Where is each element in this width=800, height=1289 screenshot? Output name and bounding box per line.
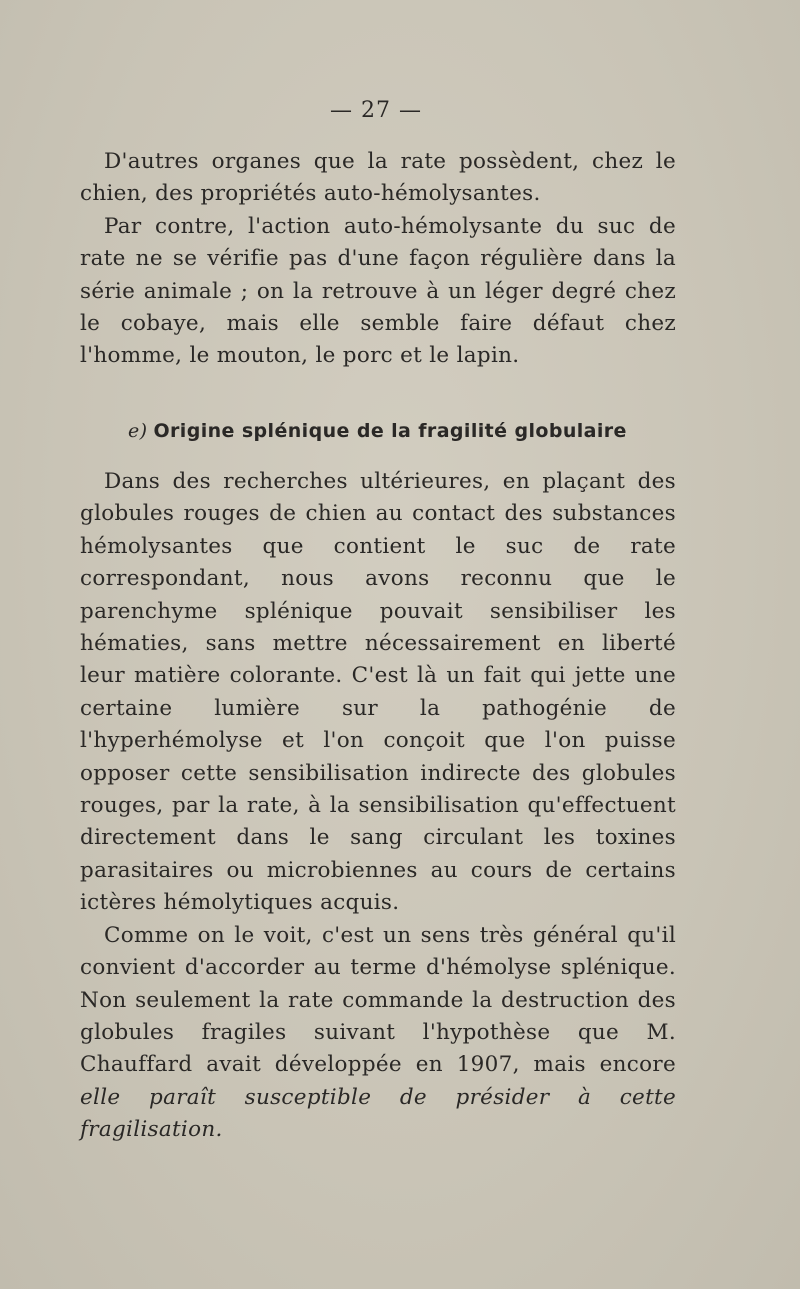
- paragraph: D'autres organes que la rate possèdent, chez le chien, des propriétés auto-hémolysantes.: [80, 149, 676, 207]
- text-block-top: [80, 146, 676, 373]
- paragraph: [80, 920, 676, 1147]
- italic-text: elle paraît susceptible de présider à cette fragilisation.: [80, 1084, 676, 1143]
- section-title: Origine splénique de la fragilité globulaire: [153, 420, 627, 442]
- paragraph-text: Comme on le voit, c'est un sens très général qu'il convient d'accorder au terme d'hémolyse splénique. Non seulement la rate commande la destruction des globules fragiles suivant l'hypothèse que M. Chauffard avait développée en 1907, mais encore: [80, 922, 676, 1078]
- page-number: — 27 —: [330, 98, 422, 123]
- section-heading: [128, 420, 688, 442]
- paragraph: Dans des recherches ultérieures, en plaçant des globules rouges de chien au contact des substances hémolysantes que contient le suc de rate correspondant, nous avons reconnu que le parenchyme splénique pouvait sensibiliser les hématies, sans mettre nécessairement en liberté leur matière colorante. C'est là un fait qui jette une certaine lumière sur la pathogénie de l'hyperhémolyse et l'on conçoit que l'on puisse opposer cette sensibilisation indirecte des globules rouges, par la rate, à la sensibilisation qu'effectuent directement dans le sang circulant les toxines parasitaires ou microbiennes au cours de certains ictères hémolytiques acquis.: [80, 469, 676, 916]
- text-block-bottom: [80, 466, 676, 1147]
- paragraph: Par contre, l'action auto-hémolysante du suc de rate ne se vérifie pas d'une façon régulière dans la série animale ; on la retrouve à un léger degré chez le cobaye, mais elle semble faire défaut chez l'homme, le mouton, le porc et le lapin.: [80, 213, 676, 369]
- section-letter: e): [128, 420, 148, 442]
